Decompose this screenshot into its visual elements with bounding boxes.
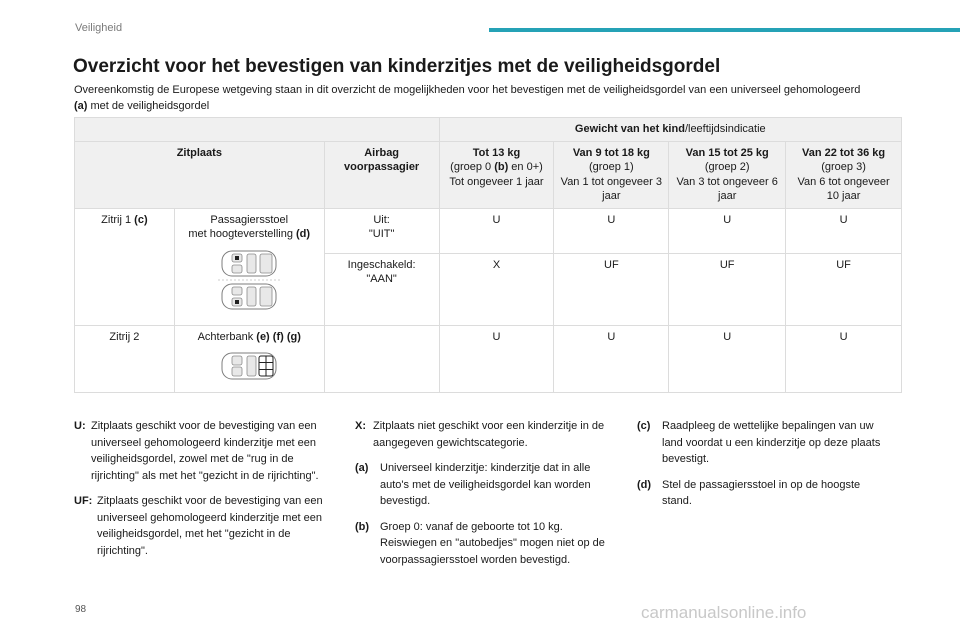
cell-value: U [786,208,902,253]
airbag-on: Ingeschakeld: "AAN" [324,253,439,325]
legend-item: U: Zitplaats geschikt voor de bevestiging van een universeel gehomologeerd kinderzitje met een veiligheidsgordel, zowel met de "rug in de rijrichting" als met het "gezicht in de rijrichting". [74,420,319,482]
legend-column-1 [74,418,344,568]
cell-value: UF [786,253,902,325]
cell-value: U [439,208,554,253]
airbag-empty [324,325,439,392]
cell-value: U [554,208,669,253]
table-row [75,325,902,392]
section-header: Veiligheid [75,22,123,34]
legend-item: (c) Raadpleeg de wettelijke bepalingen van uw land voordat u een kinderzitje op deze plaats bevestigt. [637,420,881,465]
legend-item: X: Zitplaats niet geschikt voor een kinderzitje in de aangegeven gewichtscategorie. [355,420,605,449]
cell-value: U [669,325,786,392]
page-number: 98 [75,604,87,615]
col-group-1: Van 9 tot 18 kg (groep 1) Van 1 tot ongeveer 3 jaar [554,141,669,208]
intro-text: Overeenkomstig de Europese wetgeving staan in dit overzicht de mogelijkheden voor het bevestigen met de veiligheidsgordel van een universeel gehomologeerd [74,84,861,96]
cell-value: X [439,253,554,325]
legend-item: UF: Zitplaats geschikt voor de bevestiging van een universeel gehomologeerd kinderzitje met een veiligheidsgordel, met het "gezicht in de rijrichting". [74,495,323,557]
seat-row-1: Zitrij 1 (c) [75,208,175,325]
intro-ref: (a) [74,99,88,112]
position-passenger-seat: Passagiersstoel met hoogteverstelling (d) [174,208,324,325]
table-row [75,208,902,253]
col-group-2: Van 15 tot 25 kg (groep 2) Van 3 tot ongeveer 6 jaar [669,141,786,208]
cell-value: U [439,325,554,392]
column-header-row [75,141,902,208]
table-header-row [75,118,902,142]
intro-text-end: met de veiligheidsgordel [87,99,210,112]
col-seat-header: Zitplaats [75,141,325,208]
legend-item: (a) Universeel kinderzitje: kinderzitje dat in alle auto's met de veiligheidsgordel kan worden bevestigd. [355,462,591,507]
col-group-3: Van 22 tot 36 kg (groep 3) Van 6 tot ongeveer 10 jaar [786,141,902,208]
car-rear-seat-icon [218,350,280,382]
airbag-off: Uit: "UIT" [324,208,439,253]
legend-column-2 [355,418,617,577]
child-seat-table [74,117,902,393]
watermark: carmanualsonline.info [641,603,807,622]
page-title: Overzicht voor het bevestigen van kinderzitjes met de veiligheidsgordel [73,56,721,77]
legend-column-3 [637,418,887,519]
header-accent-bar [489,28,960,32]
table-header-blank [75,118,440,142]
legend-item: (b) Groep 0: vanaf de geboorte tot 10 kg. Reiswiegen en "autobedjes" mogen niet op de voorpassagiersstoel worden bevestigd. [355,520,605,566]
car-front-seat-icon [218,248,280,312]
weight-header: Gewicht van het kind/leeftijdsindicatie [439,118,901,142]
intro-paragraph [74,83,874,114]
col-airbag-header: Airbag voorpassagier [324,141,439,208]
legend-item: (d) Stel de passagiersstoel in op de hoogste stand. [637,478,861,507]
cell-value: U [554,325,669,392]
seat-row-2: Zitrij 2 [75,325,175,392]
position-rear-bench: Achterbank (e) (f) (g) [174,325,324,392]
cell-value: U [669,208,786,253]
cell-value: UF [554,253,669,325]
col-group-0: Tot 13 kg (groep 0 (b) en 0+) Tot ongeveer 1 jaar [439,141,554,208]
cell-value: U [786,325,902,392]
cell-value: UF [669,253,786,325]
